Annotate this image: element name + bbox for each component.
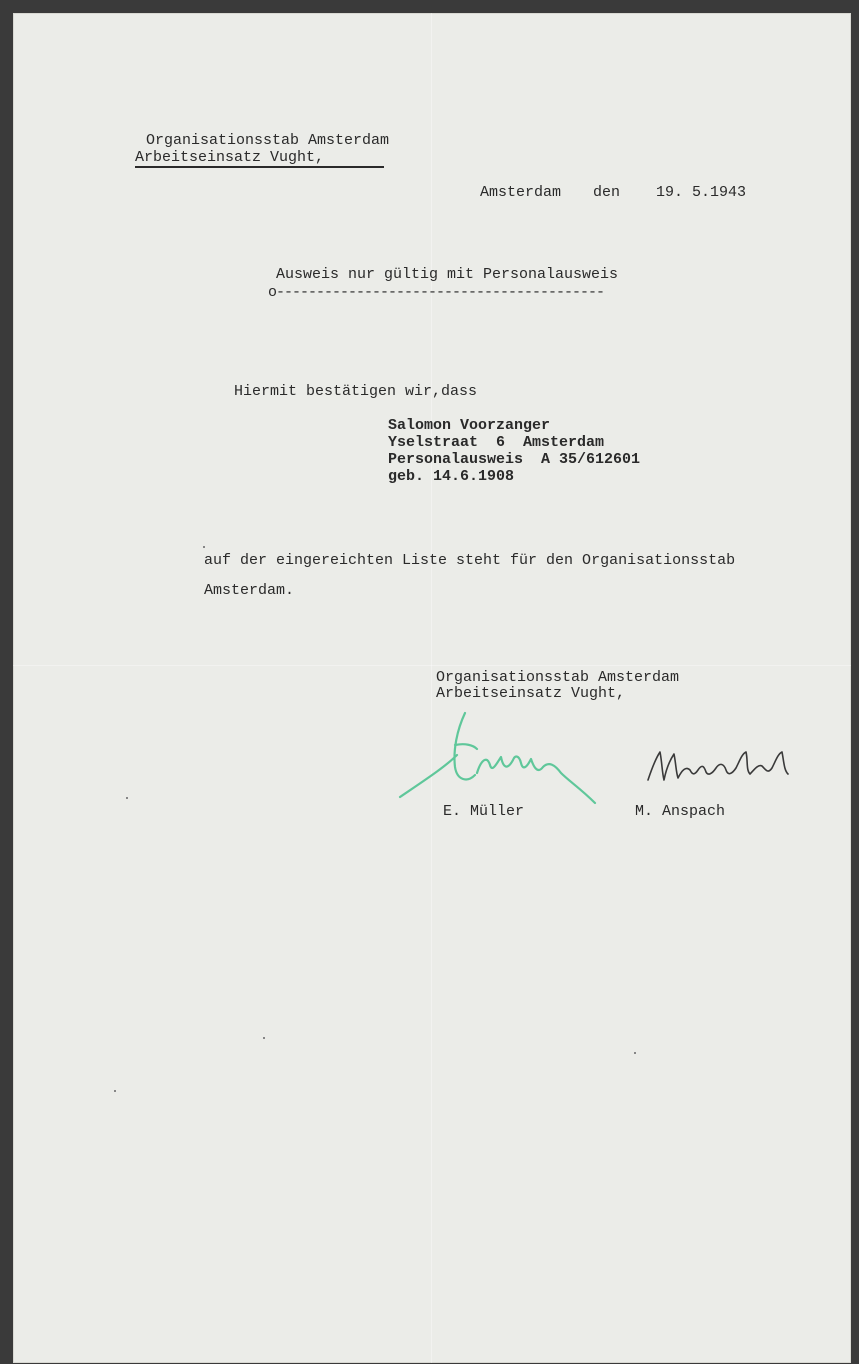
paper-speck [114,1090,116,1092]
header-org-line: Organisationsstab Amsterdam [146,132,390,149]
paper-speck [263,1037,265,1039]
person-address: Yselstraat 6 Amsterdam [388,434,605,451]
signature-anspach [638,740,798,790]
date-place: Amsterdam [480,184,562,201]
document-page [13,13,851,1363]
statement-line: auf der eingereichten Liste steht für den Organisationsstab [204,552,736,569]
signatory-name-anspach: M. Anspach [635,803,726,820]
person-id: Personalausweis A 35/612601 [388,451,641,468]
statement-line: Amsterdam. [204,582,295,599]
person-birthdate: geb. 14.6.1908 [388,468,515,485]
paper-fold [13,665,851,666]
notice-underline: o----------------------------------------- [268,284,605,301]
signatory-name-mueller: E. Müller [443,803,525,820]
paper-speck [203,546,205,548]
date-value: 19. 5.1943 [656,184,747,201]
paper-speck [126,797,128,799]
header-unit-line: Arbeitseinsatz Vught, [135,150,384,168]
paper-fold [431,13,432,1363]
closing-unit-line: Arbeitseinsatz Vught, [436,685,626,702]
person-name: Salomon Voorzanger [388,417,551,434]
date-den: den [593,184,621,201]
confirmation-intro: Hiermit bestätigen wir,dass [234,383,478,400]
signature-mueller [395,705,610,810]
paper-speck [634,1052,636,1054]
closing-org-line: Organisationsstab Amsterdam [436,669,680,686]
validity-notice: Ausweis nur gültig mit Personalausweis [276,266,619,283]
